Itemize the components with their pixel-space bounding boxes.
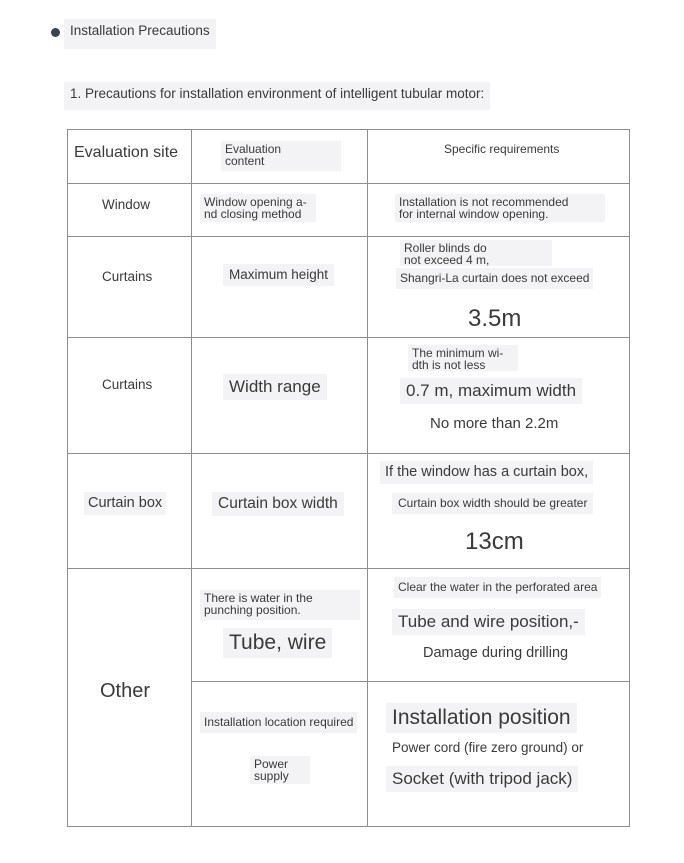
row-height-req-1: Roller blinds do not exceed 4 m, xyxy=(400,240,552,266)
section-heading: Installation Precautions xyxy=(64,19,216,49)
row-width-req-1: The minimum wi- dth is not less xyxy=(408,345,518,371)
row-window-site: Window xyxy=(102,197,151,212)
header-site: Evaluation site xyxy=(74,144,179,161)
precautions-table xyxy=(67,129,630,827)
column-divider xyxy=(191,130,192,826)
row-divider xyxy=(68,236,629,237)
row-height-site: Curtains xyxy=(102,269,153,284)
row-divider xyxy=(191,681,629,682)
row-other-site: Other xyxy=(100,680,151,702)
row-other-2-req-3: Socket (with tripod jack) xyxy=(386,766,578,792)
column-divider xyxy=(367,130,368,826)
row-box-req-2: Curtain box width should be greater xyxy=(392,493,593,514)
row-other-1-req-3: Damage during drilling xyxy=(423,645,569,661)
row-other-1-req-1: Clear the water in the perforated area xyxy=(394,577,601,598)
header-content: Evaluation content xyxy=(221,141,341,171)
bullet-icon xyxy=(51,28,60,37)
row-height-req-2: Shangri-La curtain does not exceed xyxy=(396,268,593,289)
row-box-content: Curtain box width xyxy=(212,492,344,516)
row-other-2-req-2: Power cord (fire zero ground) or xyxy=(392,740,584,755)
row-box-req-1: If the window has a curtain box, xyxy=(380,461,593,484)
row-width-content: Width range xyxy=(223,374,327,400)
row-other-1-req-2: Tube and wire position,- xyxy=(392,609,585,635)
row-other-1-content-1: There is water in the punching position. xyxy=(200,590,360,620)
row-other-2-content-2: Power supply xyxy=(250,756,310,784)
header-requirements: Specific requirements xyxy=(444,142,560,156)
row-window-content: Window opening a- nd closing method xyxy=(200,194,316,222)
row-divider xyxy=(68,453,629,454)
row-window-requirements: Installation is not recommended for internal window opening. xyxy=(395,194,605,222)
row-box-req-3: 13cm xyxy=(465,528,524,555)
section-subheading: 1. Precautions for installation environment of intelligent tubular motor: xyxy=(64,82,490,110)
row-width-site: Curtains xyxy=(102,377,153,392)
row-divider xyxy=(68,183,629,184)
row-other-2-content-1: Installation location required xyxy=(200,712,357,733)
row-box-site: Curtain box xyxy=(84,492,166,515)
row-other-2-req-1: Installation position xyxy=(386,703,577,733)
row-width-req-3: No more than 2.2m xyxy=(430,415,559,432)
row-height-req-3: 3.5m xyxy=(468,305,522,332)
row-width-req-2: 0.7 m, maximum width xyxy=(400,378,582,404)
row-height-content: Maximum height xyxy=(223,264,334,286)
row-divider xyxy=(68,337,629,338)
row-other-1-content-2: Tube, wire xyxy=(223,628,332,658)
row-divider xyxy=(68,568,629,569)
